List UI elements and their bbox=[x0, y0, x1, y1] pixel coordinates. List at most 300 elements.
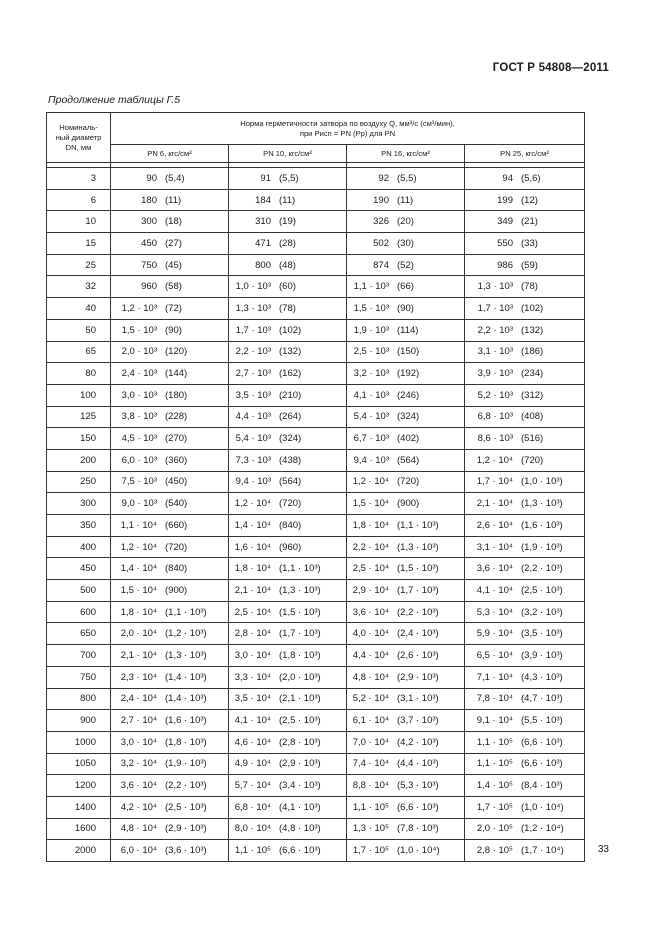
leakage-cell bbox=[229, 189, 347, 211]
rate-cm3-per-min: (720) bbox=[521, 454, 544, 466]
rate-mm3-per-s: 2,7 · 10³ bbox=[235, 368, 271, 380]
leakage-cell bbox=[347, 580, 465, 602]
rate-cm3-per-min: (564) bbox=[397, 454, 420, 466]
leakage-cell bbox=[465, 471, 585, 493]
rate-cm3-per-min: (52) bbox=[397, 259, 414, 271]
leakage-cell bbox=[347, 233, 465, 255]
table-row bbox=[47, 666, 585, 688]
rate-mm3-per-s: 3,5 · 10³ bbox=[235, 389, 271, 401]
rate-mm3-per-s: 4,1 · 10³ bbox=[353, 389, 389, 401]
rate-cm3-per-min: (2,9 · 10³) bbox=[165, 823, 207, 835]
rate-mm3-per-s: 310 bbox=[255, 216, 271, 228]
leakage-cell bbox=[229, 449, 347, 471]
rate-cm3-per-min: (48) bbox=[279, 259, 296, 271]
rate-cm3-per-min: (60) bbox=[279, 281, 296, 293]
table-row bbox=[47, 471, 585, 493]
header-dn-line2: ный диаметр bbox=[55, 132, 102, 142]
rate-cm3-per-min: (5,5) bbox=[397, 172, 417, 184]
leakage-cell bbox=[111, 623, 229, 645]
rate-cm3-per-min: (2,2 · 10³) bbox=[397, 606, 439, 618]
rate-mm3-per-s: 6,8 · 10⁴ bbox=[234, 801, 271, 813]
leakage-cell bbox=[465, 493, 585, 515]
rate-cm3-per-min: (1,0 · 10³) bbox=[521, 476, 563, 488]
rate-cm3-per-min: (4,3 · 10³) bbox=[521, 671, 563, 683]
rate-mm3-per-s: 4,4 · 10⁴ bbox=[352, 649, 389, 661]
rate-mm3-per-s: 6,0 · 10⁴ bbox=[120, 845, 157, 857]
leakage-cell bbox=[111, 666, 229, 688]
rate-cm3-per-min: (408) bbox=[521, 411, 544, 423]
table-row bbox=[47, 710, 585, 732]
rate-mm3-per-s: 1,8 · 10⁴ bbox=[120, 606, 157, 618]
rate-cm3-per-min: (840) bbox=[279, 519, 302, 531]
rate-cm3-per-min: (1,3 · 10³) bbox=[279, 584, 321, 596]
dn-cell: 2000 bbox=[47, 840, 111, 862]
rate-cm3-per-min: (4,2 · 10³) bbox=[397, 736, 439, 748]
rate-mm3-per-s: 2,9 · 10⁴ bbox=[352, 584, 389, 596]
rate-cm3-per-min: (6,6 · 10³) bbox=[397, 801, 439, 813]
leakage-cell bbox=[465, 536, 585, 558]
leakage-cell bbox=[465, 645, 585, 667]
rate-cm3-per-min: (2,0 · 10³) bbox=[279, 671, 321, 683]
rate-mm3-per-s: 5,4 · 10³ bbox=[235, 433, 271, 445]
rate-cm3-per-min: (900) bbox=[165, 584, 188, 596]
rate-cm3-per-min: (1,7 · 10³) bbox=[397, 584, 439, 596]
leakage-cell bbox=[229, 493, 347, 515]
table-row bbox=[47, 753, 585, 775]
rate-mm3-per-s: 2,8 · 10⁵ bbox=[476, 845, 513, 857]
rate-cm3-per-min: (6,6 · 10³) bbox=[279, 845, 321, 857]
leakage-cell bbox=[465, 515, 585, 537]
table-row bbox=[47, 233, 585, 255]
leakage-cell bbox=[111, 601, 229, 623]
leakage-cell bbox=[347, 276, 465, 298]
rate-mm3-per-s: 1,7 · 10⁵ bbox=[352, 845, 389, 857]
rate-mm3-per-s: 750 bbox=[141, 259, 157, 271]
rate-mm3-per-s: 6,0 · 10³ bbox=[121, 454, 157, 466]
table-row bbox=[47, 363, 585, 385]
rate-cm3-per-min: (1,5 · 10³) bbox=[397, 563, 439, 575]
rate-mm3-per-s: 1,3 · 10³ bbox=[235, 302, 271, 314]
rate-cm3-per-min: (78) bbox=[279, 302, 296, 314]
rate-cm3-per-min: (11) bbox=[165, 194, 182, 206]
rate-cm3-per-min: (1,4 · 10³) bbox=[165, 693, 207, 705]
leakage-cell bbox=[229, 710, 347, 732]
rate-cm3-per-min: (4,7 · 10³) bbox=[521, 693, 563, 705]
rate-cm3-per-min: (2,9 · 10³) bbox=[397, 671, 439, 683]
table-row bbox=[47, 601, 585, 623]
rate-mm3-per-s: 7,0 · 10⁴ bbox=[352, 736, 389, 748]
rate-cm3-per-min: (2,8 · 10³) bbox=[279, 736, 321, 748]
rate-mm3-per-s: 502 bbox=[373, 237, 389, 249]
leakage-cell bbox=[465, 298, 585, 320]
rate-mm3-per-s: 3,6 · 10⁴ bbox=[352, 606, 389, 618]
rate-cm3-per-min: (264) bbox=[279, 411, 302, 423]
table-caption: Продолжение таблицы Г.5 bbox=[48, 94, 181, 106]
rate-cm3-per-min: (3,9 · 10³) bbox=[521, 649, 563, 661]
leakage-cell bbox=[347, 775, 465, 797]
leakage-cell bbox=[465, 168, 585, 190]
leakage-cell bbox=[465, 818, 585, 840]
rate-mm3-per-s: 3,9 · 10³ bbox=[477, 368, 513, 380]
leakage-cell bbox=[347, 211, 465, 233]
rate-cm3-per-min: (2,4 · 10³) bbox=[397, 628, 439, 640]
table-row bbox=[47, 341, 585, 363]
dn-cell: 600 bbox=[47, 601, 111, 623]
dn-cell: 125 bbox=[47, 406, 111, 428]
dn-cell: 250 bbox=[47, 471, 111, 493]
rate-mm3-per-s: 9,4 · 10³ bbox=[235, 476, 271, 488]
rate-cm3-per-min: (540) bbox=[165, 498, 188, 510]
leakage-cell bbox=[229, 688, 347, 710]
rate-mm3-per-s: 8,0 · 10⁴ bbox=[234, 823, 271, 835]
rate-mm3-per-s: 1,8 · 10⁴ bbox=[234, 563, 271, 575]
rate-mm3-per-s: 1,6 · 10⁴ bbox=[234, 541, 271, 553]
leakage-cell bbox=[465, 710, 585, 732]
rate-cm3-per-min: (120) bbox=[165, 346, 188, 358]
rate-cm3-per-min: (58) bbox=[165, 281, 182, 293]
table-row bbox=[47, 406, 585, 428]
rate-mm3-per-s: 1,1 · 10⁵ bbox=[352, 801, 389, 813]
rate-mm3-per-s: 1,1 · 10⁵ bbox=[476, 758, 513, 770]
leakage-cell bbox=[229, 840, 347, 862]
leakage-cell bbox=[465, 775, 585, 797]
rate-mm3-per-s: 90 bbox=[146, 172, 157, 184]
rate-mm3-per-s: 6,1 · 10⁴ bbox=[352, 715, 389, 727]
rate-mm3-per-s: 3,6 · 10⁴ bbox=[120, 780, 157, 792]
dn-cell: 200 bbox=[47, 449, 111, 471]
dn-cell: 80 bbox=[47, 363, 111, 385]
rate-mm3-per-s: 1,3 · 10³ bbox=[477, 281, 513, 293]
leakage-cell bbox=[111, 753, 229, 775]
dn-cell: 350 bbox=[47, 515, 111, 537]
leakage-cell bbox=[111, 580, 229, 602]
table-row bbox=[47, 623, 585, 645]
rate-cm3-per-min: (210) bbox=[279, 389, 302, 401]
rate-mm3-per-s: 9,0 · 10³ bbox=[121, 498, 157, 510]
rate-mm3-per-s: 1,7 · 10⁴ bbox=[476, 476, 513, 488]
dn-cell: 800 bbox=[47, 688, 111, 710]
leakage-cell bbox=[111, 710, 229, 732]
rate-mm3-per-s: 1,3 · 10⁵ bbox=[352, 823, 389, 835]
leakage-cell bbox=[229, 558, 347, 580]
rate-mm3-per-s: 1,1 · 10⁵ bbox=[476, 736, 513, 748]
leakage-cell bbox=[111, 363, 229, 385]
leakage-cell bbox=[229, 753, 347, 775]
rate-cm3-per-min: (2,9 · 10³) bbox=[279, 758, 321, 770]
rate-cm3-per-min: (1,2 · 10³) bbox=[165, 628, 207, 640]
dn-cell: 900 bbox=[47, 710, 111, 732]
rate-mm3-per-s: 2,0 · 10⁴ bbox=[120, 628, 157, 640]
leakage-cell bbox=[111, 276, 229, 298]
leakage-cell bbox=[111, 818, 229, 840]
leakage-cell bbox=[347, 645, 465, 667]
rate-cm3-per-min: (8,4 · 10³) bbox=[521, 780, 563, 792]
leakage-cell bbox=[465, 233, 585, 255]
rate-mm3-per-s: 450 bbox=[141, 237, 157, 249]
table-row bbox=[47, 254, 585, 276]
rate-cm3-per-min: (78) bbox=[521, 281, 538, 293]
leakage-cell bbox=[347, 254, 465, 276]
rate-cm3-per-min: (2,2 · 10³) bbox=[165, 780, 207, 792]
rate-cm3-per-min: (19) bbox=[279, 216, 296, 228]
rate-cm3-per-min: (180) bbox=[165, 389, 188, 401]
rate-cm3-per-min: (1,3 · 10³) bbox=[165, 649, 207, 661]
leakage-cell bbox=[229, 406, 347, 428]
leakage-cell bbox=[465, 558, 585, 580]
leakage-cell bbox=[229, 666, 347, 688]
rate-cm3-per-min: (132) bbox=[279, 346, 302, 358]
leakage-cell bbox=[465, 341, 585, 363]
dn-cell: 1600 bbox=[47, 818, 111, 840]
table-row bbox=[47, 298, 585, 320]
rate-cm3-per-min: (960) bbox=[279, 541, 302, 553]
rate-cm3-per-min: (720) bbox=[279, 498, 302, 510]
rate-mm3-per-s: 1,0 · 10³ bbox=[235, 281, 271, 293]
rate-cm3-per-min: (324) bbox=[279, 433, 302, 445]
rate-cm3-per-min: (234) bbox=[521, 368, 544, 380]
leakage-cell bbox=[229, 471, 347, 493]
leakage-cell bbox=[111, 428, 229, 450]
rate-cm3-per-min: (3,7 · 10³) bbox=[397, 715, 439, 727]
rate-mm3-per-s: 180 bbox=[141, 194, 157, 206]
rate-cm3-per-min: (1,8 · 10³) bbox=[279, 649, 321, 661]
leakage-cell bbox=[465, 319, 585, 341]
leakage-cell bbox=[347, 341, 465, 363]
rate-mm3-per-s: 199 bbox=[497, 194, 513, 206]
rate-mm3-per-s: 471 bbox=[255, 237, 271, 249]
leakage-cell bbox=[347, 558, 465, 580]
rate-cm3-per-min: (30) bbox=[397, 237, 414, 249]
rate-cm3-per-min: (2,5 · 10³) bbox=[165, 801, 207, 813]
leakage-cell bbox=[347, 753, 465, 775]
rate-cm3-per-min: (21) bbox=[521, 216, 538, 228]
table-row bbox=[47, 515, 585, 537]
leakage-cell bbox=[229, 233, 347, 255]
rate-mm3-per-s: 326 bbox=[373, 216, 389, 228]
leakage-cell bbox=[111, 319, 229, 341]
leakage-cell bbox=[111, 211, 229, 233]
leakage-cell bbox=[229, 645, 347, 667]
leakage-cell bbox=[111, 254, 229, 276]
leakage-cell bbox=[347, 449, 465, 471]
rate-cm3-per-min: (1,1 · 10³) bbox=[279, 563, 321, 575]
table-row bbox=[47, 775, 585, 797]
rate-mm3-per-s: 5,9 · 10⁴ bbox=[476, 628, 513, 640]
rate-mm3-per-s: 3,0 · 10⁴ bbox=[120, 736, 157, 748]
rate-mm3-per-s: 2,5 · 10⁴ bbox=[352, 563, 389, 575]
leakage-cell bbox=[229, 363, 347, 385]
dn-cell: 1050 bbox=[47, 753, 111, 775]
rate-mm3-per-s: 800 bbox=[255, 259, 271, 271]
rate-cm3-per-min: (72) bbox=[165, 302, 182, 314]
rate-cm3-per-min: (516) bbox=[521, 433, 544, 445]
dn-cell: 450 bbox=[47, 558, 111, 580]
header-norm-line2: при Pисп = PN (Pр) для PN bbox=[299, 128, 396, 138]
rate-cm3-per-min: (2,6 · 10³) bbox=[397, 649, 439, 661]
rate-cm3-per-min: (1,4 · 10³) bbox=[165, 671, 207, 683]
leakage-cell bbox=[229, 796, 347, 818]
table-row bbox=[47, 384, 585, 406]
leakage-cell bbox=[111, 775, 229, 797]
table-row bbox=[47, 536, 585, 558]
rate-mm3-per-s: 3,1 · 10⁴ bbox=[476, 541, 513, 553]
rate-cm3-per-min: (45) bbox=[165, 259, 182, 271]
rate-mm3-per-s: 4,0 · 10⁴ bbox=[352, 628, 389, 640]
rate-cm3-per-min: (144) bbox=[165, 368, 188, 380]
rate-mm3-per-s: 5,2 · 10³ bbox=[477, 389, 513, 401]
leakage-cell bbox=[347, 601, 465, 623]
rate-cm3-per-min: (3,2 · 10³) bbox=[521, 606, 563, 618]
rate-cm3-per-min: (1,3 · 10³) bbox=[397, 541, 439, 553]
leakage-cell bbox=[229, 623, 347, 645]
header-dn-line1: Номиналь- bbox=[59, 122, 98, 132]
rate-cm3-per-min: (660) bbox=[165, 519, 188, 531]
rate-cm3-per-min: (450) bbox=[165, 476, 188, 488]
rate-mm3-per-s: 1,2 · 10³ bbox=[121, 302, 157, 314]
rate-cm3-per-min: (2,5 · 10³) bbox=[279, 715, 321, 727]
rate-mm3-per-s: 4,5 · 10³ bbox=[121, 433, 157, 445]
leakage-cell bbox=[111, 471, 229, 493]
rate-mm3-per-s: 2,4 · 10⁴ bbox=[120, 693, 157, 705]
leakage-cell bbox=[111, 645, 229, 667]
rate-mm3-per-s: 3,6 · 10⁴ bbox=[476, 563, 513, 575]
leakage-cell bbox=[465, 601, 585, 623]
leakage-cell bbox=[347, 688, 465, 710]
leakage-cell bbox=[465, 580, 585, 602]
rate-mm3-per-s: 2,1 · 10⁴ bbox=[476, 498, 513, 510]
rate-mm3-per-s: 4,1 · 10⁴ bbox=[234, 715, 271, 727]
leakage-cell bbox=[465, 688, 585, 710]
leakage-cell bbox=[347, 471, 465, 493]
rate-cm3-per-min: (1,9 · 10³) bbox=[165, 758, 207, 770]
leakage-cell bbox=[465, 254, 585, 276]
rate-cm3-per-min: (33) bbox=[521, 237, 538, 249]
rate-cm3-per-min: (720) bbox=[397, 476, 420, 488]
rate-mm3-per-s: 94 bbox=[502, 172, 513, 184]
dn-cell: 150 bbox=[47, 428, 111, 450]
leakage-cell bbox=[111, 536, 229, 558]
rate-cm3-per-min: (1,2 · 10⁴) bbox=[521, 823, 564, 835]
rate-mm3-per-s: 2,6 · 10⁴ bbox=[476, 519, 513, 531]
header-dn-line3: DN, мм bbox=[65, 142, 92, 152]
leakage-cell bbox=[111, 189, 229, 211]
rate-cm3-per-min: (438) bbox=[279, 454, 302, 466]
rate-cm3-per-min: (3,5 · 10³) bbox=[521, 628, 563, 640]
dn-cell: 750 bbox=[47, 666, 111, 688]
rate-mm3-per-s: 7,5 · 10³ bbox=[121, 476, 157, 488]
table-row bbox=[47, 731, 585, 753]
rate-mm3-per-s: 4,9 · 10⁴ bbox=[234, 758, 271, 770]
rate-cm3-per-min: (2,5 · 10³) bbox=[521, 584, 563, 596]
rate-mm3-per-s: 3,8 · 10³ bbox=[121, 411, 157, 423]
rate-mm3-per-s: 3,2 · 10³ bbox=[353, 368, 389, 380]
dn-cell: 1200 bbox=[47, 775, 111, 797]
rate-cm3-per-min: (3,4 · 10³) bbox=[279, 780, 321, 792]
leakage-cell bbox=[465, 796, 585, 818]
rate-cm3-per-min: (186) bbox=[521, 346, 544, 358]
leakage-cell bbox=[347, 515, 465, 537]
header-nominal-diameter bbox=[47, 113, 111, 163]
rate-cm3-per-min: (28) bbox=[279, 237, 296, 249]
leakage-cell bbox=[347, 168, 465, 190]
rate-mm3-per-s: 2,5 · 10³ bbox=[353, 346, 389, 358]
leakage-cell bbox=[465, 211, 585, 233]
rate-cm3-per-min: (900) bbox=[397, 498, 420, 510]
table-row bbox=[47, 688, 585, 710]
rate-cm3-per-min: (11) bbox=[279, 194, 296, 206]
dn-cell: 3 bbox=[47, 168, 111, 190]
rate-cm3-per-min: (1,9 · 10³) bbox=[521, 541, 563, 553]
table-row bbox=[47, 319, 585, 341]
leakage-cell bbox=[465, 189, 585, 211]
leakage-cell bbox=[347, 319, 465, 341]
rate-mm3-per-s: 3,1 · 10³ bbox=[477, 346, 513, 358]
leakage-cell bbox=[111, 233, 229, 255]
rate-cm3-per-min: (1,6 · 10³) bbox=[521, 519, 563, 531]
rate-mm3-per-s: 5,4 · 10³ bbox=[353, 411, 389, 423]
rate-mm3-per-s: 874 bbox=[373, 259, 389, 271]
rate-mm3-per-s: 7,4 · 10⁴ bbox=[352, 758, 389, 770]
rate-mm3-per-s: 1,1 · 10³ bbox=[353, 281, 389, 293]
rate-mm3-per-s: 2,7 · 10⁴ bbox=[120, 715, 157, 727]
rate-cm3-per-min: (6,6 · 10³) bbox=[521, 736, 563, 748]
rate-mm3-per-s: 1,7 · 10³ bbox=[235, 324, 271, 336]
dn-cell: 300 bbox=[47, 493, 111, 515]
rate-mm3-per-s: 190 bbox=[373, 194, 389, 206]
dn-cell: 40 bbox=[47, 298, 111, 320]
dn-cell: 1400 bbox=[47, 796, 111, 818]
rate-cm3-per-min: (324) bbox=[397, 411, 420, 423]
leakage-cell bbox=[229, 731, 347, 753]
leakage-cell bbox=[465, 406, 585, 428]
leakage-cell bbox=[229, 818, 347, 840]
dn-cell: 700 bbox=[47, 645, 111, 667]
rate-mm3-per-s: 9,1 · 10⁴ bbox=[476, 715, 513, 727]
leakage-cell bbox=[347, 710, 465, 732]
rate-mm3-per-s: 2,5 · 10⁴ bbox=[234, 606, 271, 618]
rate-cm3-per-min: (1,0 · 10⁴) bbox=[397, 845, 440, 857]
rate-cm3-per-min: (18) bbox=[165, 216, 182, 228]
rate-mm3-per-s: 5,7 · 10⁴ bbox=[234, 780, 271, 792]
leakage-cell bbox=[465, 428, 585, 450]
rate-mm3-per-s: 7,8 · 10⁴ bbox=[476, 693, 513, 705]
rate-cm3-per-min: (11) bbox=[397, 194, 414, 206]
rate-cm3-per-min: (1,8 · 10³) bbox=[165, 736, 207, 748]
leakage-cell bbox=[229, 254, 347, 276]
rate-cm3-per-min: (3,1 · 10³) bbox=[397, 693, 439, 705]
leakage-cell bbox=[347, 818, 465, 840]
table-row bbox=[47, 580, 585, 602]
header-pn16: PN 16, кгс/см² bbox=[347, 145, 465, 163]
rate-cm3-per-min: (20) bbox=[397, 216, 414, 228]
leakage-cell bbox=[347, 493, 465, 515]
rate-cm3-per-min: (228) bbox=[165, 411, 188, 423]
rate-mm3-per-s: 7,1 · 10⁴ bbox=[476, 671, 513, 683]
dn-cell: 50 bbox=[47, 319, 111, 341]
rate-mm3-per-s: 2,1 · 10⁴ bbox=[120, 649, 157, 661]
leakage-cell bbox=[347, 428, 465, 450]
rate-cm3-per-min: (5,3 · 10³) bbox=[397, 780, 439, 792]
rate-cm3-per-min: (6,6 · 10³) bbox=[521, 758, 563, 770]
rate-mm3-per-s: 184 bbox=[255, 194, 271, 206]
rate-mm3-per-s: 2,2 · 10³ bbox=[235, 346, 271, 358]
leakage-cell bbox=[347, 189, 465, 211]
rate-mm3-per-s: 960 bbox=[141, 281, 157, 293]
rate-cm3-per-min: (66) bbox=[397, 281, 414, 293]
dn-cell: 500 bbox=[47, 580, 111, 602]
rate-mm3-per-s: 2,2 · 10³ bbox=[477, 324, 513, 336]
rate-mm3-per-s: 986 bbox=[497, 259, 513, 271]
